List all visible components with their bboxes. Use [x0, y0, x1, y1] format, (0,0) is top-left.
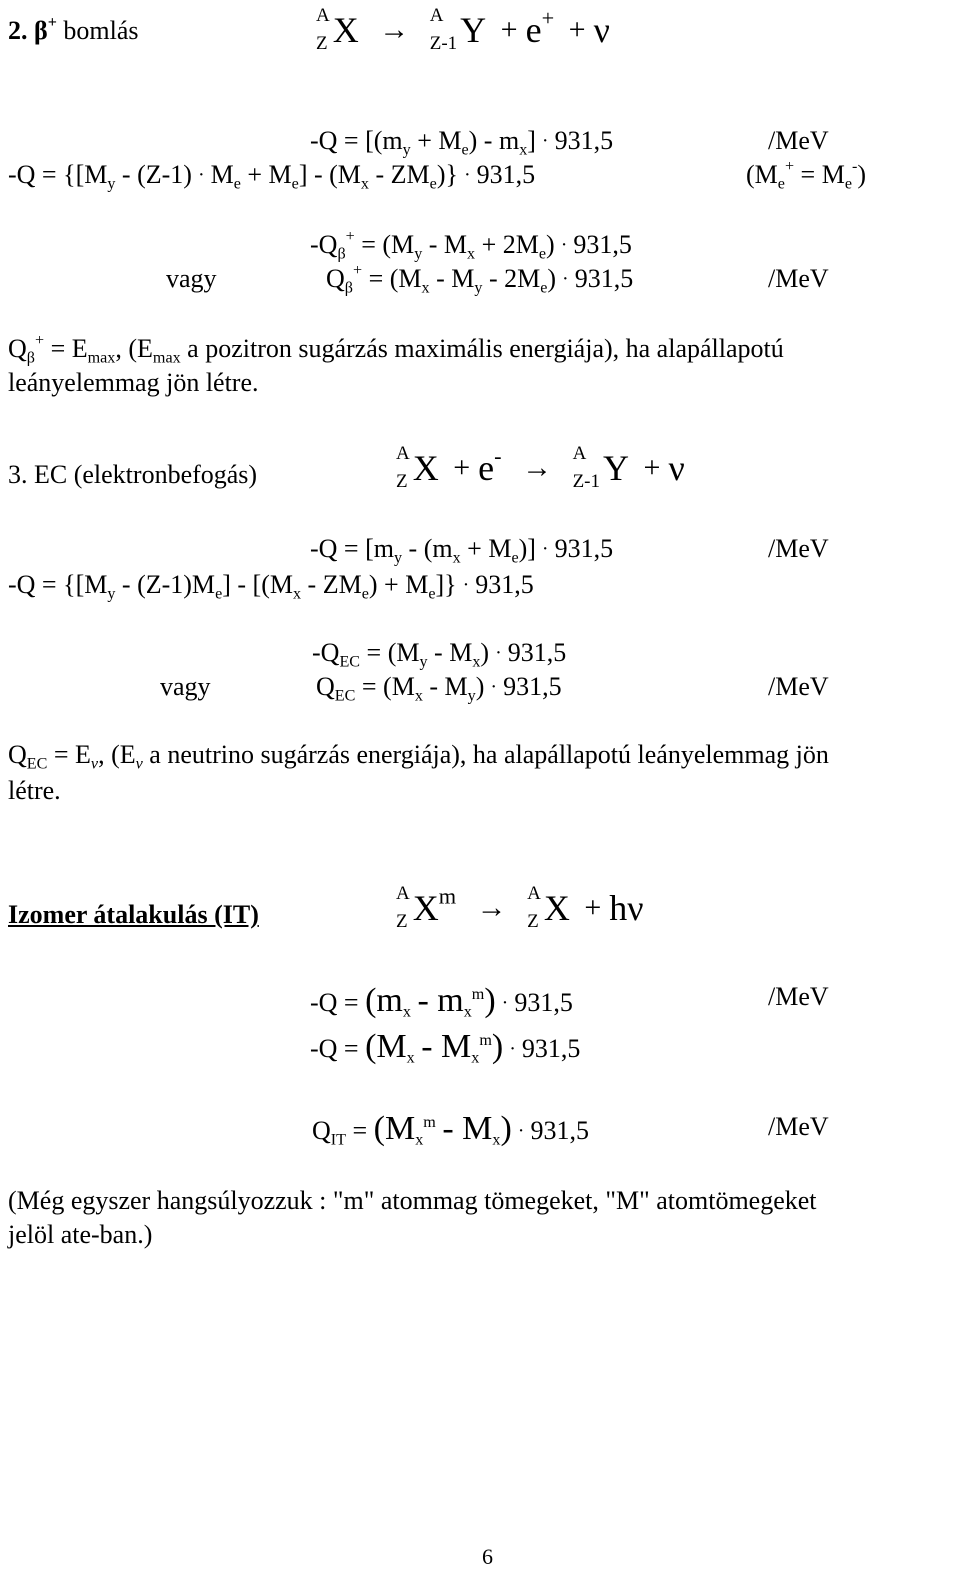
beta-plus-heading: 2. β+ bomlás [8, 13, 139, 45]
ec-heading: 3. EC (elektronbefogás) [8, 460, 258, 489]
neutrino-symbol: ν [668, 447, 685, 488]
positron-symbol: e+ [525, 4, 555, 50]
ec-q-line-4: $Q_{EC} = (M_x - M_y) \cdot 931,5$ [316, 672, 562, 705]
beta-plus-vagy: vagy [166, 264, 217, 293]
daughter-nuclide-index: A Z-1 [572, 443, 601, 492]
parent-nuclide-index: A Z [396, 883, 410, 932]
ec-q-line-1: $-Q = [m_y - (m_x + M_e)] \cdot 931,5$ [310, 534, 614, 567]
ec-reaction-equation: A Z X + e- → A Z-1 Y + ν [396, 440, 685, 495]
mass-relation-note: $(M_e^+ = M_e^-)$ [746, 157, 867, 193]
electron-symbol: e- [478, 442, 502, 488]
daughter-symbol: Y [460, 9, 487, 50]
ec-q-line-3: $-Q_{EC} = (M_y - M_x) \cdot 931,5$ [312, 638, 567, 671]
beta-plus-q-line-3: $-Q_\beta^+ = (M_y - M_x + 2M_e) \cdot 931,5$ [310, 227, 632, 263]
beta-plus-reaction-equation: A Z X → A Z-1 Y + e+ + ν [316, 2, 610, 57]
it-unit-1: /MeV [768, 982, 829, 1011]
it-q-line-3: $Q_{IT} = (M_x^m - M_x) \cdot 931,5$ [312, 1110, 589, 1149]
reaction-arrow-icon: → [522, 450, 553, 484]
ec-vagy: vagy [160, 672, 211, 701]
heading-number: 2. β [8, 16, 48, 45]
ec-paragraph-line-2: létre. [8, 776, 61, 805]
it-q-line-2: $-Q = (M_x - M_x^m) \cdot 931,5$ [310, 1028, 581, 1067]
neutrino-symbol: ν [593, 9, 610, 50]
page-number: 6 [482, 1544, 493, 1569]
parent-symbol: X [332, 9, 359, 50]
ground-state-symbol: X [543, 887, 570, 928]
it-reaction-equation: A Z $X^m$ → A Z X + hν [396, 880, 644, 935]
note-line-1: (Még egyszer hangsúlyozzuk : "m" atommag tömegeket, "M" atomtömegeket [8, 1186, 817, 1215]
parent-symbol: X [412, 447, 439, 488]
reaction-arrow-icon: → [379, 12, 410, 46]
reaction-arrow-icon: → [476, 890, 507, 924]
note-line-2: jelöl ate-ban.) [8, 1220, 153, 1249]
ec-unit-1: /MeV [768, 534, 829, 563]
it-heading: Izomer átalakulás (IT) [8, 900, 259, 929]
beta-plus-q-line-2: $-Q = \{[M_y - (Z-1) \cdot M_e + M_e] - (M_x - ZM_e)\} \cdot 931,5$ [8, 160, 536, 193]
beta-plus-unit-2: /MeV [768, 264, 829, 293]
it-q-line-1: $-Q = (m_x - m_x^m) \cdot 931,5$ [310, 982, 573, 1021]
parent-nuclide-index: A Z [396, 443, 410, 492]
parent-nuclide-index: A Z [316, 5, 330, 54]
daughter-symbol: Y [603, 447, 630, 488]
ground-state-index: A Z [527, 883, 541, 932]
daughter-nuclide-index: A Z-1 [429, 5, 458, 54]
gamma-photon-symbol: hν [609, 887, 644, 928]
beta-plus-q-line-4: $Q_\beta^+ = (M_x - M_y - 2M_e) \cdot 931,5$ [326, 261, 634, 297]
beta-plus-paragraph-line-2: leányelemmag jön létre. [8, 368, 259, 397]
ec-paragraph-line-1: $Q_{EC} = E_\nu$, ($E_\nu$ a neutrino sugárzás energiája), ha alapállapotú leányelemmag jön [8, 740, 829, 773]
it-unit-2: /MeV [768, 1112, 829, 1141]
beta-plus-q-line-1: $-Q = [(m_y + M_e) - m_x] \cdot 931,5$ [310, 126, 614, 159]
ec-unit-2: /MeV [768, 672, 829, 701]
isomer-symbol: $X^m$ [412, 882, 457, 928]
beta-plus-paragraph-line-1: $Q_\beta^+ = E_{max}$, ($E_{max}$ a pozitron sugárzás maximális energiája), ha alapállapotú [8, 331, 784, 367]
heading-word: bomlás [63, 16, 139, 45]
beta-plus-unit-1: /MeV [768, 126, 829, 155]
ec-q-line-2: $-Q = \{[M_y - (Z-1)M_e] - [(M_x - ZM_e) + M_e]\} \cdot 931,5$ [8, 570, 534, 603]
